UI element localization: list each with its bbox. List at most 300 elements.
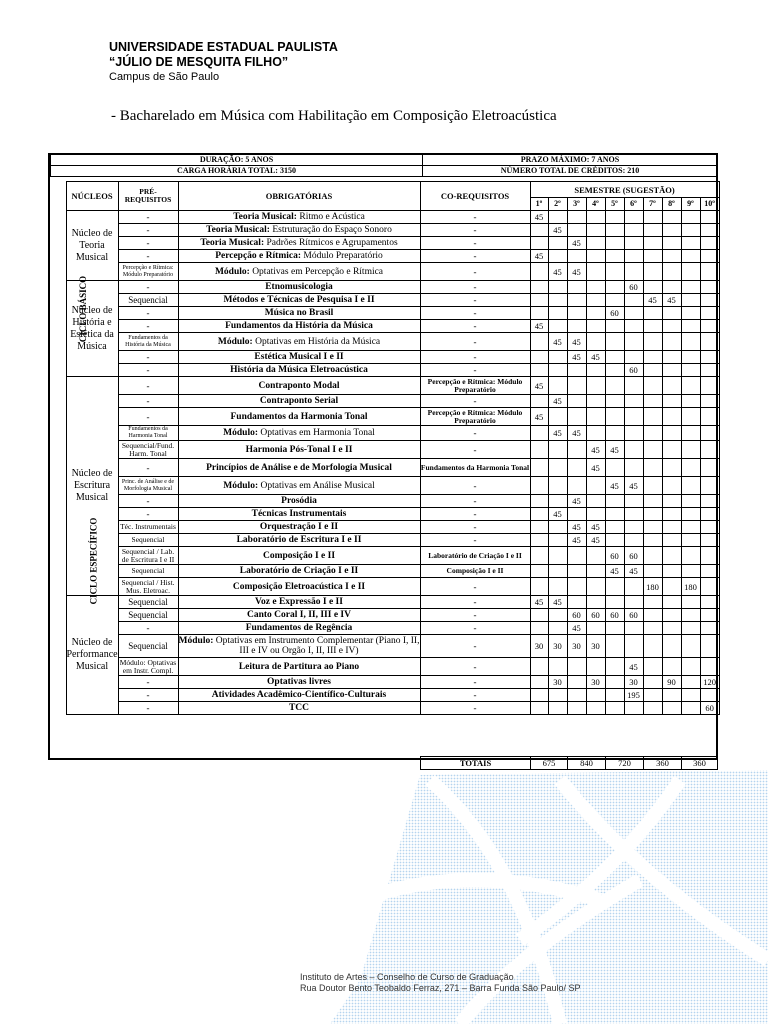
semestre-valor — [586, 702, 605, 715]
semestre-valor — [700, 441, 719, 459]
semestre-valor — [681, 250, 700, 263]
disciplina-nome: Métodos e Técnicas de Pesquisa I e II — [223, 295, 375, 305]
disciplina-nome: Atividades Acadêmico-Científico-Culturais — [211, 690, 387, 700]
co-requisito: - — [420, 307, 530, 320]
semestre-valor — [624, 294, 643, 307]
semestre-valor — [681, 364, 700, 377]
curriculum-row — [50, 281, 719, 294]
disciplina-nome: Fundamentos da Harmonia Tonal — [230, 411, 368, 422]
disciplina-complemento: Optativas em História da Música — [252, 336, 381, 347]
semestre-valor — [681, 408, 700, 426]
semestre-valor — [605, 596, 624, 609]
disciplina-nome: Orquestração I e II — [259, 522, 339, 532]
curriculum-row — [50, 622, 719, 635]
pre-requisito: Princ. de Análise e de Morfologia Musical — [118, 477, 178, 495]
semestre-valor — [567, 320, 586, 333]
semestre-valor — [681, 281, 700, 294]
curriculum-row — [50, 596, 719, 609]
col-obrigatorias: OBRIGATÓRIAS — [178, 182, 420, 211]
co-requisito: - — [420, 635, 530, 658]
ciclo-basico — [50, 211, 89, 408]
curriculum-row — [50, 395, 719, 408]
semestre-valor — [662, 211, 681, 224]
co-requisito: - — [420, 263, 530, 281]
semestre-valor — [681, 426, 700, 441]
co-requisito: - — [420, 596, 530, 609]
semestre-valor — [548, 408, 567, 426]
disciplina-nome: Módulo: — [178, 636, 214, 646]
semestre-valor — [643, 521, 662, 534]
semestre-valor: 60 — [624, 609, 643, 622]
semestre-valor — [548, 211, 567, 224]
disciplina-nome: Optativas livres — [267, 677, 331, 687]
semestre-valor — [643, 622, 662, 635]
semestre-valor — [530, 547, 548, 565]
semestre-valor — [643, 477, 662, 495]
semestre-valor — [643, 534, 662, 547]
disciplina-nome: Teoria Musical: — [206, 225, 270, 235]
semestre-valor — [662, 377, 681, 395]
total-value: 720 — [606, 757, 644, 770]
semestre-valor — [530, 294, 548, 307]
semestre-valor — [548, 565, 567, 578]
semestre-valor — [548, 377, 567, 395]
semestre-valor — [700, 224, 719, 237]
semestre-valor — [567, 596, 586, 609]
semestre-valor: 45 — [586, 521, 605, 534]
semestre-valor — [605, 508, 624, 521]
semestre-valor — [586, 237, 605, 250]
semestre-valor: 45 — [530, 250, 548, 263]
semestre-valor — [530, 426, 548, 441]
semestre-valor: 45 — [567, 263, 586, 281]
nucleo-performance: Núcleo de Performance Musical — [66, 596, 118, 715]
semestre-valor — [681, 547, 700, 565]
semestre-valor — [567, 702, 586, 715]
semestre-valor — [681, 508, 700, 521]
semestre-valor: 45 — [567, 426, 586, 441]
curriculum-row — [50, 609, 719, 622]
semestre-valor — [605, 263, 624, 281]
disciplina-nome: Laboratório de Escritura I e II — [236, 535, 362, 545]
semestre-valor — [643, 441, 662, 459]
semestre-valor — [530, 364, 548, 377]
co-requisito: - — [420, 395, 530, 408]
co-requisito: - — [420, 237, 530, 250]
prazo-maximo: PRAZO MÁXIMO: 7 ANOS — [423, 155, 718, 166]
disciplina-complemento: Módulo Preparatório — [301, 251, 383, 261]
total-value: 675 — [531, 757, 568, 770]
semestre-valor — [681, 689, 700, 702]
semestre-valor — [662, 408, 681, 426]
total-value: 360 — [644, 757, 682, 770]
semestre-valor — [548, 250, 567, 263]
semestre-valor — [567, 281, 586, 294]
disciplina-nome: História da Música Eletroacústica — [230, 365, 368, 375]
semestre-valor — [681, 702, 700, 715]
pre-requisito: - — [118, 320, 178, 333]
disciplina-complemento: Optativas em Análise Musical — [258, 480, 375, 491]
semestre-valor — [586, 408, 605, 426]
semestre-valor — [643, 320, 662, 333]
semestre-valor — [548, 534, 567, 547]
semestre-valor — [605, 294, 624, 307]
semestre-valor — [586, 333, 605, 351]
semestre-valor — [662, 508, 681, 521]
semestre-valor — [681, 596, 700, 609]
semestre-valor — [681, 294, 700, 307]
semestre-valor — [548, 495, 567, 508]
curriculum-row — [50, 508, 719, 521]
semestre-valor — [605, 408, 624, 426]
semestre-valor — [681, 320, 700, 333]
semestre-valor — [700, 211, 719, 224]
semestre-valor — [567, 307, 586, 320]
disciplina — [178, 333, 420, 351]
semestre-valor — [567, 377, 586, 395]
disciplina — [178, 676, 420, 689]
semestre-valor: 45 — [548, 224, 567, 237]
semestre-valor — [643, 508, 662, 521]
disciplina-complemento: Ritmo e Acústica — [296, 212, 365, 222]
semestre-valor — [567, 658, 586, 676]
semestre-valor — [530, 281, 548, 294]
semestre-valor — [605, 521, 624, 534]
semestre-valor — [530, 689, 548, 702]
semestre-valor — [586, 622, 605, 635]
semestre-valor — [567, 676, 586, 689]
semestre-valor — [624, 534, 643, 547]
pre-requisito: - — [118, 281, 178, 294]
semestre-valor: 45 — [624, 658, 643, 676]
total-value: 360 — [682, 757, 718, 770]
semestre-valor — [662, 565, 681, 578]
semestre-valor: 45 — [567, 534, 586, 547]
disciplina — [178, 702, 420, 715]
semestre-valor — [548, 237, 567, 250]
disciplina — [178, 237, 420, 250]
semestre-valor — [624, 408, 643, 426]
curriculum-row — [50, 333, 719, 351]
disciplina-nome: Etnomusicologia — [265, 282, 333, 292]
co-requisito: - — [420, 609, 530, 622]
disciplina-nome: Harmonia Pós-Tonal I e II — [245, 444, 353, 455]
semestre-valor — [700, 294, 719, 307]
semestre-valor — [700, 459, 719, 477]
semestre-valor — [605, 578, 624, 596]
semestre-valor — [586, 263, 605, 281]
semestre-valor — [586, 307, 605, 320]
semestre-valor — [643, 408, 662, 426]
disciplina-nome: Música no Brasil — [264, 308, 334, 318]
university-subtitle: “JÚLIO DE MESQUITA FILHO” — [109, 55, 289, 69]
semestre-valor — [681, 495, 700, 508]
semestre-valor — [643, 609, 662, 622]
semestre-valor — [605, 495, 624, 508]
semestre-valor: 45 — [567, 333, 586, 351]
semestre-valor — [662, 689, 681, 702]
course-title: - Bacharelado em Música com Habilitação em Composição Eletroacústica — [111, 108, 557, 124]
semestre-valor — [681, 477, 700, 495]
disciplina-nome: Contraponto Modal — [258, 380, 340, 391]
semestre-valor — [624, 263, 643, 281]
semestre-valor — [643, 495, 662, 508]
semestre-valor: 60 — [605, 609, 624, 622]
semestre-valor — [681, 609, 700, 622]
co-requisito: - — [420, 250, 530, 263]
semestre-valor: 45 — [548, 395, 567, 408]
pre-requisito: - — [118, 495, 178, 508]
semestre-valor — [662, 702, 681, 715]
semestre-valor — [586, 377, 605, 395]
disciplina-nome: Leitura de Partitura ao Piano — [238, 661, 360, 672]
semestre-valor — [586, 395, 605, 408]
pre-requisito: - — [118, 237, 178, 250]
semestre-valor: 60 — [624, 281, 643, 294]
semestre-valor — [586, 495, 605, 508]
semestre-valor — [567, 578, 586, 596]
semestre-valor — [624, 377, 643, 395]
ciclo-header-spacer — [50, 182, 66, 211]
semestre-valor: 60 — [605, 547, 624, 565]
semestre-valor: 180 — [643, 578, 662, 596]
semestre-valor — [605, 224, 624, 237]
semestre-valor — [567, 294, 586, 307]
semestre-valor — [586, 477, 605, 495]
disciplina — [178, 364, 420, 377]
semestre-valor — [643, 364, 662, 377]
col-nucleos: NÚCLEOS — [66, 182, 118, 211]
semestre-valor — [548, 689, 567, 702]
curriculum-row — [50, 521, 719, 534]
pre-requisito: Módulo: Optativas em Instr. Compl. — [119, 657, 177, 675]
semestre-valor — [530, 622, 548, 635]
institution-header — [109, 40, 338, 84]
semestre-valor — [681, 224, 700, 237]
semestre-valor — [681, 237, 700, 250]
semestre-valor — [530, 224, 548, 237]
semestre-valor — [530, 702, 548, 715]
semestre-valor — [700, 609, 719, 622]
carga-horaria: CARGA HORÁRIA TOTAL: 3150 — [51, 166, 423, 177]
semestre-valor — [700, 565, 719, 578]
semestre-valor: 60 — [700, 702, 719, 715]
semestre-valor: 60 — [624, 547, 643, 565]
co-requisito: Percepção e Rítmica: Módulo Preparatório — [420, 408, 530, 426]
semestre-valor — [700, 508, 719, 521]
semestre-valor: 45 — [548, 426, 567, 441]
semestre-valor: 45 — [530, 596, 548, 609]
disciplina-nome: Fundamentos de Regência — [245, 623, 353, 633]
semestre-valor — [624, 441, 643, 459]
disciplina-complemento: Optativas em Harmonia Tonal — [258, 428, 375, 438]
semestre-valor — [624, 237, 643, 250]
disciplina — [178, 578, 420, 596]
pre-requisito: - — [118, 351, 178, 364]
semestre-valor: 45 — [548, 508, 567, 521]
semestre-valor — [624, 333, 643, 351]
disciplina — [178, 609, 420, 622]
co-requisito: - — [420, 658, 530, 676]
curriculum-row — [50, 635, 719, 658]
pre-requisito: - — [118, 250, 178, 263]
curriculum-row — [50, 689, 719, 702]
semestre-valor: 45 — [624, 565, 643, 578]
co-requisito: - — [420, 534, 530, 547]
disciplina-nome: Módulo: — [223, 428, 258, 438]
semestre-valor — [586, 596, 605, 609]
semestre-valor — [700, 547, 719, 565]
semestre-valor: 45 — [530, 320, 548, 333]
footer-address: Rua Doutor Bento Teobaldo Ferraz, 271 – Barra Funda São Paulo/ SP — [300, 983, 581, 993]
semester-header: 7º — [643, 198, 662, 211]
semestre-valor — [624, 307, 643, 320]
pre-requisito: - — [118, 377, 178, 395]
semestre-valor — [605, 459, 624, 477]
disciplina-complemento: Padrões Rítmicos e Agrupamentos — [264, 238, 398, 248]
disciplina — [178, 689, 420, 702]
semestre-valor — [567, 477, 586, 495]
semestre-valor — [681, 658, 700, 676]
semestre-valor — [530, 609, 548, 622]
disciplina — [178, 534, 420, 547]
semestre-valor — [548, 521, 567, 534]
semestre-valor — [700, 281, 719, 294]
total-value: 840 — [568, 757, 606, 770]
semestre-valor — [662, 395, 681, 408]
semestre-valor — [567, 441, 586, 459]
semestre-valor — [681, 565, 700, 578]
semestre-valor — [662, 307, 681, 320]
semestre-valor — [567, 547, 586, 565]
semestre-valor — [643, 565, 662, 578]
semestre-valor — [605, 333, 624, 351]
totals-label: TOTAIS — [421, 757, 531, 770]
semestre-valor — [662, 609, 681, 622]
semestre-valor — [605, 689, 624, 702]
disciplina-nome: Técnicas Instrumentais — [251, 509, 347, 519]
semestre-valor: 45 — [530, 408, 548, 426]
semestre-valor — [681, 441, 700, 459]
semestre-valor: 45 — [605, 441, 624, 459]
semester-header: 8º — [662, 198, 681, 211]
semestre-valor — [624, 211, 643, 224]
disciplina — [178, 250, 420, 263]
semestre-valor — [624, 459, 643, 477]
pre-requisito: Fundamentos da História da Música — [118, 333, 178, 351]
semester-header: 5º — [605, 198, 624, 211]
semestre-valor — [586, 658, 605, 676]
semestre-valor: 45 — [605, 565, 624, 578]
semestre-valor — [567, 395, 586, 408]
disciplina — [178, 635, 420, 658]
curriculum-row — [50, 547, 719, 565]
semestre-valor: 30 — [548, 676, 567, 689]
semestre-valor — [662, 426, 681, 441]
semestre-valor — [681, 635, 700, 658]
semestre-valor — [681, 395, 700, 408]
pre-requisito: - — [118, 459, 178, 477]
semestre-valor — [530, 534, 548, 547]
semestre-valor — [586, 320, 605, 333]
pre-requisito: - — [118, 702, 178, 715]
pre-requisito: Sequencial / Hist. Mus. Eletroac. — [118, 578, 178, 596]
semestre-valor — [700, 534, 719, 547]
semester-header: 3º — [567, 198, 586, 211]
semestre-valor: 45 — [530, 211, 548, 224]
disciplina — [178, 565, 420, 578]
semestre-valor: 45 — [624, 477, 643, 495]
pre-requisito: - — [118, 408, 178, 426]
disciplina-nome: Percepção e Rítmica: — [215, 251, 301, 261]
disciplina-nome: Estética Musical I e II — [254, 352, 344, 362]
disciplina-nome: TCC — [288, 703, 310, 713]
semestre-valor — [643, 658, 662, 676]
semestre-valor — [681, 622, 700, 635]
disciplina — [178, 658, 420, 676]
curriculum-row — [50, 294, 719, 307]
nucleo-teoria: Núcleo de Teoria Musical — [66, 211, 118, 281]
semestre-valor — [530, 395, 548, 408]
co-requisito: - — [420, 441, 530, 459]
disciplina-nome: Teoria Musical: — [200, 238, 265, 248]
pre-requisito: Sequencial — [118, 294, 178, 307]
total-creditos: NÚMERO TOTAL DE CRÉDITOS: 210 — [423, 166, 718, 177]
semestre-valor — [700, 596, 719, 609]
semestre-valor — [681, 521, 700, 534]
semestre-valor: 45 — [530, 377, 548, 395]
semestre-valor — [548, 294, 567, 307]
semestre-valor: 30 — [548, 635, 567, 658]
co-requisito: - — [420, 622, 530, 635]
curriculum-row — [50, 565, 719, 578]
semestre-valor — [700, 395, 719, 408]
semestre-valor — [586, 508, 605, 521]
pre-requisito: Sequencial / Lab. de Escritura I e II — [118, 547, 178, 565]
curriculum-row — [50, 408, 719, 426]
semestre-valor — [643, 596, 662, 609]
semestre-valor — [643, 547, 662, 565]
semestre-valor — [662, 237, 681, 250]
semestre-valor — [567, 689, 586, 702]
semestre-valor — [605, 658, 624, 676]
semestre-valor — [662, 364, 681, 377]
semestre-valor — [605, 426, 624, 441]
semestre-valor — [662, 547, 681, 565]
semestre-valor: 45 — [548, 596, 567, 609]
curriculum-row — [50, 377, 719, 395]
semestre-valor: 45 — [662, 294, 681, 307]
semestre-valor — [586, 294, 605, 307]
co-requisito: - — [420, 508, 530, 521]
semestre-valor — [662, 263, 681, 281]
disciplina — [178, 596, 420, 609]
curriculum-table — [50, 181, 720, 715]
semestre-valor — [700, 477, 719, 495]
pre-requisito: - — [118, 508, 178, 521]
disciplina — [178, 477, 420, 495]
semestre-valor — [700, 364, 719, 377]
curriculum-row — [50, 224, 719, 237]
semestre-valor — [567, 508, 586, 521]
semestre-valor — [662, 351, 681, 364]
co-requisito: Laboratório de Criação I e II — [420, 547, 530, 565]
curriculum-row — [50, 307, 719, 320]
semestre-valor — [662, 635, 681, 658]
semestre-valor — [530, 237, 548, 250]
co-requisito: - — [420, 495, 530, 508]
semestre-valor — [662, 495, 681, 508]
